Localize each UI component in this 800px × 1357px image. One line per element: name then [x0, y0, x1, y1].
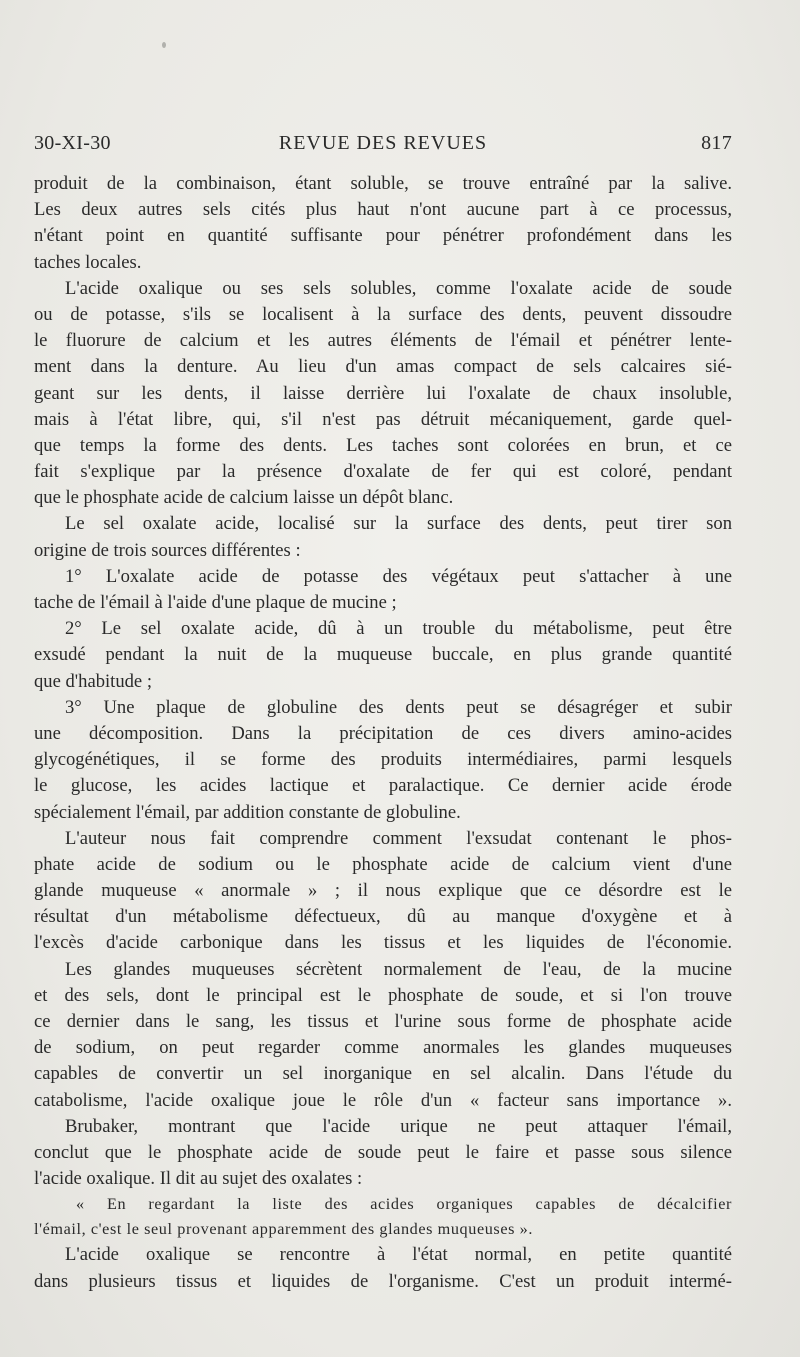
text-line: Le sel oxalate acide, localisé sur la surface des dents, peut tirer son	[65, 513, 732, 535]
text-line: ment dans la denture. Au lieu d'un amas compact de sels calcaires sié-	[34, 356, 732, 378]
text-line: catabolisme, l'acide oxalique joue le rôle d'un « facteur sans importance ».	[34, 1089, 732, 1111]
text-line: fait s'explique par la présence d'oxalate de fer qui est coloré, pendant	[34, 461, 732, 483]
page-body	[34, 171, 732, 1295]
text-line: que le phosphate acide de calcium laisse un dépôt blanc.	[34, 487, 454, 509]
text-line: glande muqueuse « anormale » ; il nous explique que ce désordre est le	[34, 880, 732, 902]
paragraph-6	[34, 1114, 732, 1193]
text-line: de sodium, on peut regarder comme anormales les glandes muqueuses	[34, 1037, 732, 1059]
text-line: exsudé pendant la nuit de la muqueuse buccale, en plus grande quantité	[34, 644, 732, 666]
text-line: le glucose, les acides lactique et paralactique. Ce dernier acide érode	[34, 775, 732, 797]
text-line: L'acide oxalique se rencontre à l'état normal, en petite quantité	[65, 1244, 732, 1266]
text-line: conclut que le phosphate acide de soude peut le faire et passe sous silence	[34, 1141, 732, 1163]
text-line: 2° Le sel oxalate acide, dû à un trouble du métabolisme, peut être	[65, 618, 732, 640]
text-line: 3° Une plaque de globuline des dents peut se désagréger et subir	[65, 696, 732, 718]
text-line: l'acide oxalique. Il dit au sujet des oxalates :	[34, 1168, 363, 1190]
paragraph-7	[34, 1242, 732, 1294]
quote-line: l'émail, c'est le seul provenant apparemment des glandes muqueuses ».	[34, 1220, 533, 1239]
text-line: mais à l'état libre, qui, s'il n'est pas détruit mécaniquement, garde quel-	[34, 408, 732, 430]
paragraph-5	[34, 957, 732, 1114]
paper-speck	[162, 42, 166, 48]
text-line: et des sels, dont le principal est le phosphate de soude, et si l'on trouve	[34, 984, 732, 1006]
text-line: dans plusieurs tissus et liquides de l'organisme. C'est un produit intermé-	[34, 1270, 732, 1292]
text-line: produit de la combinaison, étant soluble, se trouve entraîné par la salive.	[34, 173, 732, 194]
header-date: 30-XI-30	[34, 132, 111, 154]
list-item-1	[34, 564, 732, 616]
paragraph-2	[34, 276, 732, 512]
block-quote	[34, 1192, 732, 1242]
text-line: tache de l'émail à l'aide d'une plaque de mucine ;	[34, 592, 397, 613]
paragraph-4	[34, 826, 732, 957]
text-line: capables de convertir un sel inorganique en sel alcalin. Dans l'étude du	[34, 1063, 732, 1085]
text-line: taches locales.	[34, 251, 142, 273]
text-line: une décomposition. Dans la précipitation de ces divers amino-acides	[34, 722, 732, 744]
list-item-3	[34, 695, 732, 826]
text-line: le fluorure de calcium et les autres éléments de l'émail et pénétrer lente-	[34, 330, 732, 352]
header-title: REVUE DES REVUES	[278, 132, 488, 154]
text-line: spécialement l'émail, par addition constante de globuline.	[34, 801, 461, 823]
text-line: 1° L'oxalate acide de potasse des végétaux peut s'attacher à une	[65, 565, 732, 587]
text-line: origine de trois sources différentes :	[34, 539, 301, 561]
text-line: glycogénétiques, il se forme des produits intermédiaires, parmi lesquels	[34, 749, 732, 771]
text-line: résultat d'un métabolisme défectueux, dû au manque d'oxygène et à	[34, 906, 732, 928]
text-line: L'acide oxalique ou ses sels solubles, comme l'oxalate acide de soude	[65, 277, 732, 299]
paragraph-1	[34, 171, 732, 276]
text-line: L'auteur nous fait comprendre comment l'exsudat contenant le phos-	[65, 827, 732, 849]
text-line: que temps la forme des dents. Les taches sont colorées en brun, et ce	[34, 434, 732, 456]
list-item-2	[34, 616, 732, 695]
text-line: que d'habitude ;	[34, 670, 152, 692]
text-line: Brubaker, montrant que l'acide urique ne peut attaquer l'émail,	[65, 1115, 732, 1137]
text-line: ou de potasse, s'ils se localisent à la surface des dents, peuvent dissoudre	[34, 303, 732, 325]
quote-line: « En regardant la liste des acides organiques capables de décalcifier	[76, 1195, 732, 1214]
text-line: n'étant point en quantité suffisante pour pénétrer profondément dans les	[34, 225, 732, 247]
running-header	[34, 132, 732, 158]
paragraph-3	[34, 511, 732, 563]
text-line: Les glandes muqueuses sécrètent normalement de l'eau, de la mucine	[65, 958, 732, 980]
text-line: ce dernier dans le sang, les tissus et l'urine sous forme de phosphate acide	[34, 1011, 732, 1032]
text-line: l'excès d'acide carbonique dans les tissus et les liquides de l'économie.	[34, 932, 732, 954]
page-number: 817	[701, 132, 732, 154]
text-line: phate acide de sodium ou le phosphate acide de calcium vient d'une	[34, 853, 732, 875]
text-line: geant sur les dents, il laisse derrière lui l'oxalate de chaux insoluble,	[34, 382, 732, 404]
text-line: Les deux autres sels cités plus haut n'ont aucune part à ce processus,	[34, 199, 732, 221]
